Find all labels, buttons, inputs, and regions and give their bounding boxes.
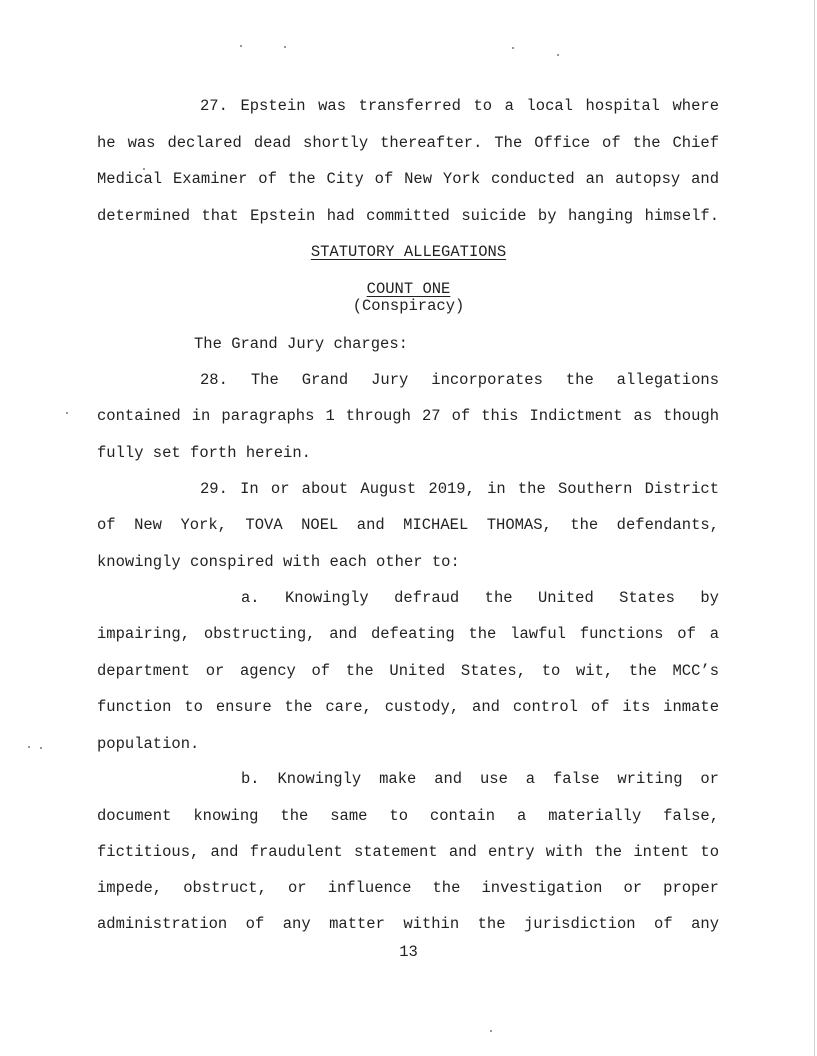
item-b-line-1: b. Knowingly make and use a false writing or: [241, 770, 719, 788]
item-b-line-4: impede, obstruct, or influence the investigation or proper: [97, 879, 719, 897]
statutory-allegations-heading: STATUTORY ALLEGATIONS: [310, 243, 507, 261]
page-number: 13: [399, 943, 418, 961]
scan-speck: [284, 46, 286, 48]
scan-speck: [40, 747, 42, 749]
item-a-line-1: a. Knowingly defraud the United States by: [241, 589, 719, 607]
paragraph-27-line-3: Medical Examiner of the City of New York conducted an autopsy and: [97, 170, 719, 188]
scan-edge: [814, 0, 815, 1056]
item-a-line-5: population.: [97, 735, 200, 753]
paragraph-27-line-2: he was declared dead shortly thereafter. The Office of the Chief: [97, 134, 719, 152]
paragraph-29-line-1: 29. In or about August 2019, in the Southern District: [200, 480, 719, 498]
scan-speck: [512, 47, 514, 49]
item-a-line-4: function to ensure the care, custody, and control of its inmate: [97, 698, 719, 716]
count-one-subheading: (Conspiracy): [352, 297, 465, 315]
item-b-line-5: administration of any matter within the jurisdiction of any: [97, 915, 719, 933]
paragraph-28-line-3: fully set forth herein.: [97, 444, 311, 462]
scan-speck: [66, 412, 68, 414]
paragraph-29-line-3: knowingly conspired with each other to:: [97, 553, 460, 571]
scan-speck: [240, 45, 242, 47]
scan-speck: [490, 1030, 492, 1032]
charges-intro: The Grand Jury charges:: [194, 335, 408, 353]
item-b-line-2: document knowing the same to contain a materially false,: [97, 807, 719, 825]
paragraph-28-line-2: contained in paragraphs 1 through 27 of this Indictment as though: [97, 407, 719, 425]
paragraph-27-line-1: 27. Epstein was transferred to a local hospital where: [200, 97, 719, 115]
paragraph-29-line-2: of New York, TOVA NOEL and MICHAEL THOMAS, the defendants,: [97, 516, 719, 534]
item-b-line-3: fictitious, and fraudulent statement and entry with the intent to: [97, 843, 719, 861]
paragraph-27-line-4: determined that Epstein had committed suicide by hanging himself.: [97, 207, 719, 225]
paragraph-28-line-1: 28. The Grand Jury incorporates the allegations: [200, 371, 719, 389]
item-a-line-3: department or agency of the United States, to wit, the MCC’s: [97, 662, 719, 680]
scan-speck: [557, 54, 559, 56]
scan-speck: [28, 746, 30, 748]
item-a-line-2: impairing, obstructing, and defeating the lawful functions of a: [97, 625, 719, 643]
count-one-heading: COUNT ONE: [366, 280, 451, 298]
